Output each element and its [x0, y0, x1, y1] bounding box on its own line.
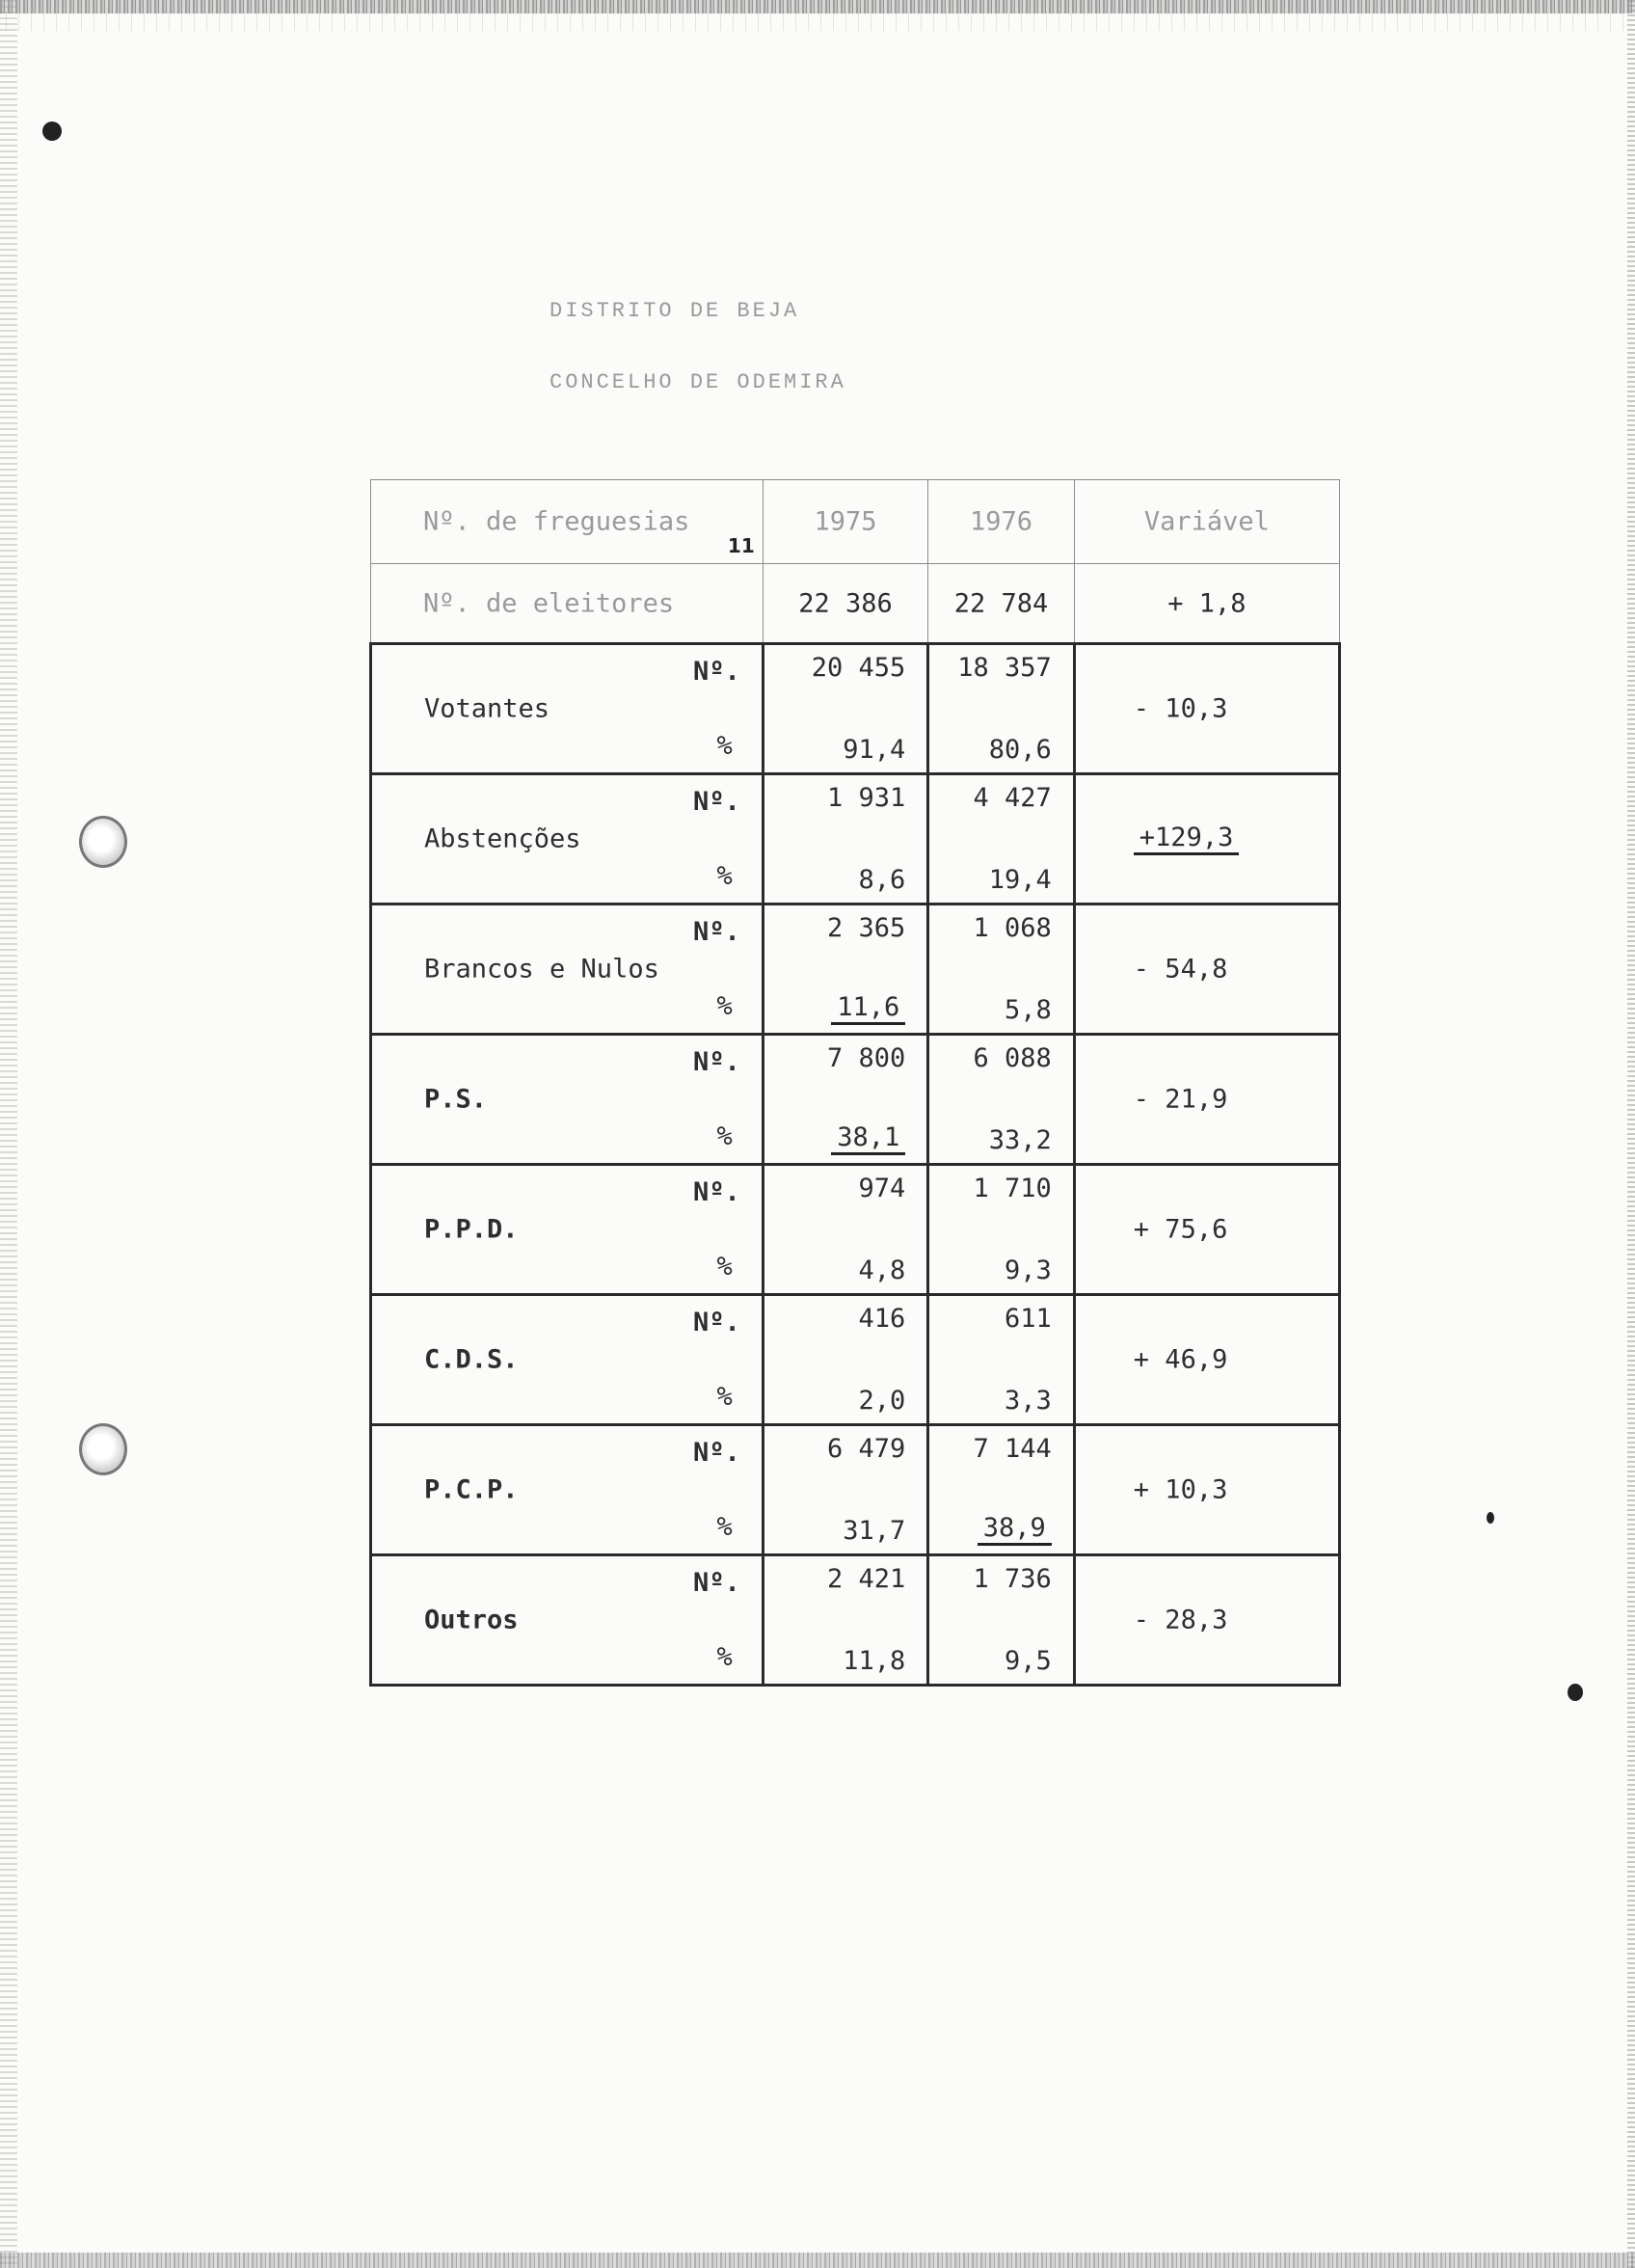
punch-hole-upper [79, 816, 127, 868]
parishes-cell [371, 480, 764, 564]
count-tag: Nº. [692, 917, 740, 947]
variation-cell [1074, 1035, 1339, 1165]
percent-tag: % [716, 1382, 733, 1412]
variation-cell [1074, 1555, 1339, 1686]
category-label: P.S. [424, 1084, 488, 1115]
percent-1976: 80,6 [988, 735, 1052, 765]
count-1976: 4 427 [973, 783, 1052, 813]
percent-1976: 9,3 [1005, 1256, 1052, 1285]
table-row [371, 1035, 1340, 1165]
percent-1976: 3,3 [1005, 1386, 1052, 1416]
count-1976: 7 144 [973, 1434, 1052, 1464]
category-cell [371, 1425, 764, 1555]
category-cell [371, 1295, 764, 1425]
scan-edge-top [0, 0, 1635, 14]
category-label: Outros [424, 1605, 519, 1635]
variation-value: - 28,3 [1133, 1605, 1228, 1635]
ink-dot [1487, 1512, 1494, 1524]
percent-tag: % [716, 1642, 733, 1672]
scan-edge-left [0, 0, 17, 2268]
variation-cell [1074, 774, 1339, 904]
category-cell [371, 644, 764, 774]
percent-1975: 31,7 [843, 1516, 906, 1546]
category-cell [371, 1165, 764, 1295]
category-label: C.D.S. [424, 1344, 519, 1375]
count-1975: 7 800 [826, 1043, 906, 1073]
variation-cell [1074, 1425, 1339, 1555]
count-1976: 611 [1005, 1304, 1052, 1334]
year-1975-cell [763, 1555, 927, 1686]
count-tag: Nº. [692, 1177, 740, 1207]
municipality-title: CONCELHO DE ODEMIRA [549, 370, 846, 394]
count-tag: Nº. [692, 1047, 740, 1077]
category-cell [371, 904, 764, 1035]
percent-tag: % [716, 861, 733, 891]
variation-cell [1074, 644, 1339, 774]
count-1975: 2 421 [826, 1564, 906, 1594]
district-title: DISTRITO DE BEJA [549, 299, 800, 323]
category-cell [371, 1555, 764, 1686]
count-1976: 1 710 [973, 1174, 1052, 1203]
variation-cell [1074, 1295, 1339, 1425]
percent-1976: 33,2 [988, 1125, 1052, 1155]
percent-1976: 38,9 [978, 1513, 1052, 1546]
scan-edge-bottom [0, 2253, 1635, 2268]
percent-1975: 38,1 [831, 1122, 905, 1155]
percent-1975: 8,6 [858, 865, 906, 895]
variation-value: - 10,3 [1133, 693, 1228, 724]
table-row [371, 1295, 1340, 1425]
percent-1976: 5,8 [1005, 995, 1052, 1025]
year-1976-header: 1976 [970, 506, 1033, 537]
count-1975: 6 479 [826, 1434, 906, 1464]
count-1976: 1 736 [973, 1564, 1052, 1594]
count-1975: 974 [858, 1174, 906, 1203]
variation-value: + 75,6 [1133, 1214, 1228, 1245]
count-1975: 2 365 [826, 913, 906, 943]
count-tag: Nº. [692, 1438, 740, 1468]
year-1975-header: 1975 [814, 506, 877, 537]
category-label: Abstenções [424, 824, 581, 854]
year-1975-cell [763, 1295, 927, 1425]
election-results-table [369, 479, 1341, 1687]
percent-1975: 11,8 [843, 1646, 906, 1676]
electors-1976: 22 784 [953, 588, 1049, 618]
variation-value: + 46,9 [1133, 1344, 1228, 1375]
percent-1975: 4,8 [858, 1256, 906, 1285]
electors-1975: 22 386 [798, 588, 893, 618]
percent-tag: % [716, 1121, 733, 1151]
percent-tag: % [716, 1252, 733, 1282]
percent-tag: % [716, 1512, 733, 1542]
table-row [371, 1555, 1340, 1686]
percent-1975: 2,0 [858, 1386, 906, 1416]
percent-1975: 91,4 [843, 735, 906, 765]
year-1975-cell [763, 644, 927, 774]
year-1976-cell [928, 1425, 1075, 1555]
percent-tag: % [716, 731, 733, 761]
year-1976-cell [928, 1035, 1075, 1165]
year-1975-cell [763, 774, 927, 904]
year-1976-cell [928, 1295, 1075, 1425]
parishes-label: Nº. de freguesias [423, 506, 690, 537]
category-cell [371, 1035, 764, 1165]
header-row [371, 480, 1340, 564]
category-label: P.P.D. [424, 1214, 519, 1245]
year-1975-cell [763, 904, 927, 1035]
scan-edge-texture [0, 14, 1635, 31]
year-1976-cell [928, 1555, 1075, 1686]
electors-label: Nº. de eleitores [423, 588, 675, 618]
category-label: Brancos e Nulos [424, 954, 659, 985]
year-1975-cell [763, 1165, 927, 1295]
variation-cell [1074, 1165, 1339, 1295]
parish-count-annotation: 11 [727, 534, 755, 557]
count-tag: Nº. [692, 1568, 740, 1598]
ink-dot [42, 122, 62, 141]
category-label: Votantes [424, 693, 550, 724]
table-row [371, 1425, 1340, 1555]
variation-value: +129,3 [1134, 823, 1240, 855]
table-row [371, 644, 1340, 774]
variation-value: - 54,8 [1133, 954, 1228, 985]
ink-dot [1568, 1684, 1583, 1701]
category-label: P.C.P. [424, 1474, 519, 1505]
percent-1976: 9,5 [1005, 1646, 1052, 1676]
variation-cell [1074, 904, 1339, 1035]
year-1976-cell [928, 1165, 1075, 1295]
count-tag: Nº. [692, 787, 740, 817]
count-tag: Nº. [692, 1308, 740, 1337]
year-1975-cell [763, 1035, 927, 1165]
table-row [371, 904, 1340, 1035]
year-1976-cell [928, 644, 1075, 774]
count-1975: 20 455 [811, 653, 906, 683]
electors-variation: + 1,8 [1167, 588, 1246, 618]
count-1976: 6 088 [973, 1043, 1052, 1073]
count-1976: 18 357 [957, 653, 1052, 683]
electors-row [371, 564, 1340, 644]
category-cell [371, 774, 764, 904]
count-1975: 416 [858, 1304, 906, 1334]
variation-header: Variável [1143, 506, 1270, 537]
percent-tag: % [716, 991, 733, 1021]
table-row [371, 1165, 1340, 1295]
count-1976: 1 068 [973, 913, 1052, 943]
table-row [371, 774, 1340, 904]
variation-value: + 10,3 [1133, 1474, 1228, 1505]
year-1975-cell [763, 1425, 927, 1555]
variation-value: - 21,9 [1133, 1084, 1228, 1115]
percent-1975: 11,6 [831, 992, 905, 1025]
year-1976-cell [928, 774, 1075, 904]
percent-1976: 19,4 [988, 865, 1052, 895]
count-1975: 1 931 [826, 783, 906, 813]
count-tag: Nº. [692, 657, 740, 687]
year-1976-cell [928, 904, 1075, 1035]
punch-hole-lower [79, 1423, 127, 1475]
scan-edge-right [1627, 0, 1635, 2268]
